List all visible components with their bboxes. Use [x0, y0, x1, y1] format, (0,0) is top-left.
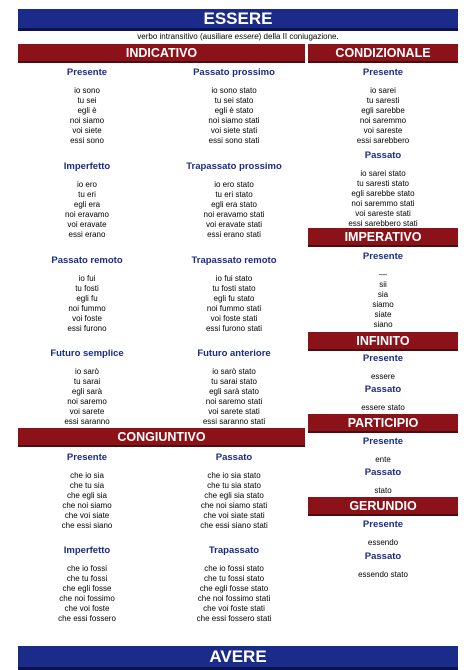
- subtitle-text-post: ) della II coniugazione.: [258, 32, 339, 41]
- tense-indicativo-passato-prossimo: [164, 67, 304, 146]
- conjugation-form: io sono stato: [211, 86, 257, 95]
- conjugation-form: —: [379, 270, 387, 279]
- tense-title: Presente: [66, 67, 108, 78]
- tense-title: Trapassato remoto: [191, 255, 277, 266]
- tense-congiuntivo-trapassato: [164, 545, 304, 624]
- conjugation-form: egli sarebbe stato: [351, 189, 415, 198]
- conjugation-form: egli sarà stato: [209, 387, 259, 396]
- section-congiuntivo: CONGIUNTIVO: [18, 428, 305, 447]
- tense-title: Passato: [364, 150, 402, 161]
- tense-participio-presente: [308, 436, 458, 465]
- tense-congiuntivo-passato: [164, 452, 304, 531]
- conjugation-form: stato: [374, 486, 392, 495]
- conjugation-form: che egli fosse: [62, 584, 112, 593]
- tense-infinito-presente: [308, 353, 458, 382]
- conjugation-form: che tu sia: [69, 481, 105, 490]
- conjugation-form: voi sareste stati: [355, 209, 411, 218]
- section-imperativo: IMPERATIVO: [308, 228, 458, 247]
- conjugation-form: tu sei: [77, 96, 97, 105]
- tense-indicativo-trapassato-remoto: [164, 255, 304, 334]
- next-verb-bar: [18, 646, 458, 670]
- conjugation-form: io fui: [78, 274, 96, 283]
- tense-condizionale-presente: [308, 67, 458, 146]
- conjugation-form: io ero stato: [214, 180, 254, 189]
- conjugation-form: ente: [375, 455, 391, 464]
- tense-title: Presente: [362, 67, 404, 78]
- conjugation-form: io fui stato: [215, 274, 253, 283]
- conjugation-form: egli è stato: [214, 106, 254, 115]
- section-participio: PARTICIPIO: [308, 414, 458, 433]
- conjugation-form: che io fossi: [66, 564, 108, 573]
- conjugation-form: tu sarai: [73, 377, 101, 386]
- conjugation-form: tu saresti stato: [356, 179, 410, 188]
- conjugation-form: sia: [377, 290, 389, 299]
- conjugation-form: tu eri: [78, 190, 96, 199]
- conjugation-form: essi sarebbero: [356, 136, 410, 145]
- conjugation-form: che noi fossimo stati: [197, 594, 271, 603]
- conjugation-form: tu sei stato: [214, 96, 254, 105]
- tense-title: Presente: [362, 436, 404, 447]
- conjugation-form: siamo: [372, 300, 394, 309]
- verb-title-bar: [18, 9, 458, 31]
- conjugation-form: voi eravate stati: [205, 220, 263, 229]
- conjugation-form: voi sarete: [69, 407, 105, 416]
- conjugation-form: tu eri stato: [215, 190, 253, 199]
- conjugation-form: io sarei: [370, 86, 396, 95]
- tense-title: Passato: [215, 452, 253, 463]
- conjugation-form: egli sarà: [71, 387, 103, 396]
- conjugation-form: essi sono stati: [208, 136, 260, 145]
- tense-title: Passato: [364, 467, 402, 478]
- section-gerundio: GERUNDIO: [308, 497, 458, 516]
- tense-title: Presente: [362, 353, 404, 364]
- conjugation-form: tu fosti: [75, 284, 99, 293]
- conjugation-form: io sarò stato: [212, 367, 256, 376]
- conjugation-form: io sarei stato: [360, 169, 406, 178]
- conjugation-form: siano: [373, 320, 393, 329]
- subtitle-text-pre: verbo intransitivo (ausiliare: [137, 32, 235, 41]
- conjugation-form: egli è: [77, 106, 97, 115]
- section-indicativo: INDICATIVO: [18, 44, 305, 63]
- conjugation-form: noi siamo stati: [208, 116, 260, 125]
- conjugation-form: che essi siano stati: [200, 521, 268, 530]
- conjugation-form: noi saremmo stati: [351, 199, 415, 208]
- section-infinito: INFINITO: [308, 332, 458, 351]
- conjugation-form: che voi siate: [64, 511, 110, 520]
- conjugation-form: noi fummo: [68, 304, 106, 313]
- conjugation-form: che noi siamo stati: [200, 501, 268, 510]
- conjugation-form: essere: [370, 372, 395, 381]
- conjugation-form: voi siete stati: [210, 126, 258, 135]
- conjugation-form: che voi foste: [64, 604, 110, 613]
- conjugation-form: che tu fossi: [66, 574, 108, 583]
- conjugation-form: che noi siamo: [62, 501, 112, 510]
- conjugation-form: egli sarebbe: [361, 106, 405, 115]
- conjugation-form: noi saremo stati: [205, 397, 263, 406]
- conjugation-form: essendo stato: [358, 570, 408, 579]
- tense-title: Imperfetto: [63, 545, 111, 556]
- conjugation-form: voi eravate: [67, 220, 107, 229]
- conjugation-form: noi eravamo stati: [203, 210, 265, 219]
- conjugation-form: egli era stato: [211, 200, 257, 209]
- tense-congiuntivo-presente: [22, 452, 152, 531]
- conjugation-form: essi saranno stati: [202, 417, 266, 426]
- conjugation-form: che io fossi stato: [204, 564, 264, 573]
- tense-title: Passato remoto: [51, 255, 123, 266]
- section-condizionale: CONDIZIONALE: [308, 44, 458, 63]
- tense-title: Futuro anteriore: [197, 348, 271, 359]
- conjugation-form: siate: [374, 310, 392, 319]
- conjugation-form: che egli fosse stato: [199, 584, 269, 593]
- conjugation-form: che io sia stato: [207, 471, 261, 480]
- tense-title: Futuro semplice: [50, 348, 124, 359]
- conjugation-form: sii: [379, 280, 387, 289]
- conjugation-form: essi furono stati: [205, 324, 263, 333]
- conjugation-form: voi foste: [72, 314, 102, 323]
- conjugation-form: essi sarebbero stati: [348, 219, 418, 228]
- verb-subtitle: [18, 32, 458, 42]
- conjugation-form: che egli sia: [66, 491, 108, 500]
- conjugation-form: noi saremo: [67, 397, 107, 406]
- tense-title: Passato: [364, 551, 402, 562]
- tense-title: Presente: [362, 251, 404, 262]
- conjugation-form: essendo: [367, 538, 399, 547]
- conjugation-form: essi furono: [67, 324, 107, 333]
- conjugation-form: io sarò: [74, 367, 99, 376]
- tense-title: Passato prossimo: [193, 67, 275, 78]
- conjugation-form: noi siamo: [69, 116, 105, 125]
- tense-participio-passato: [308, 467, 458, 496]
- tense-title: Imperfetto: [63, 161, 111, 172]
- tense-indicativo-presente: [22, 67, 152, 146]
- conjugation-form: che egli sia stato: [204, 491, 264, 500]
- tense-infinito-passato: [308, 384, 458, 413]
- conjugation-form: tu sarai stato: [211, 377, 257, 386]
- conjugation-form: noi fummo stati: [206, 304, 262, 313]
- conjugation-form: io ero: [76, 180, 97, 189]
- conjugation-form: essi sono: [70, 136, 104, 145]
- conjugation-form: essi erano stati: [207, 230, 261, 239]
- conjugation-form: noi saremmo: [359, 116, 407, 125]
- tense-title: Presente: [66, 452, 108, 463]
- conjugation-form: che tu fossi stato: [203, 574, 265, 583]
- conjugation-form: egli era: [73, 200, 101, 209]
- conjugation-form: tu fosti stato: [212, 284, 256, 293]
- tense-gerundio-passato: [308, 551, 458, 580]
- conjugation-form: io sono: [74, 86, 100, 95]
- conjugation-form: che noi fossimo: [59, 594, 115, 603]
- tense-gerundio-presente: [308, 519, 458, 548]
- conjugation-form: che tu sia stato: [207, 481, 261, 490]
- conjugation-form: voi siete: [72, 126, 102, 135]
- conjugation-form: egli fu stato: [213, 294, 255, 303]
- conjugation-form: che essi siano: [61, 521, 113, 530]
- next-verb-title: AVERE: [209, 647, 267, 666]
- tense-title: Passato: [364, 384, 402, 395]
- conjugation-form: tu saresti: [366, 96, 400, 105]
- tense-indicativo-futuro-semplice: [22, 348, 152, 427]
- tense-indicativo-futuro-anteriore: [164, 348, 304, 427]
- conjugation-form: noi eravamo: [64, 210, 110, 219]
- tense-indicativo-trapassato-prossimo: [164, 161, 304, 240]
- conjugation-form: voi sarete stati: [208, 407, 260, 416]
- tense-imperativo-presente: [308, 251, 458, 330]
- tense-indicativo-imperfetto: [22, 161, 152, 240]
- conjugation-form: egli fu: [76, 294, 98, 303]
- conjugation-form: voi foste stati: [210, 314, 258, 323]
- tense-title: Trapassato: [208, 545, 260, 556]
- subtitle-text-em: essere: [234, 32, 259, 41]
- conjugation-form: essi saranno: [64, 417, 110, 426]
- conjugation-form: che io sia: [70, 471, 104, 480]
- tense-condizionale-passato: [308, 150, 458, 229]
- conjugation-form: che essi fossero: [58, 614, 116, 623]
- conjugation-form: che voi siate stati: [203, 511, 265, 520]
- conjugation-form: voi sareste: [363, 126, 403, 135]
- conjugation-form: essi erano: [68, 230, 106, 239]
- tense-indicativo-passato-remoto: [22, 255, 152, 334]
- conjugation-form: essere stato: [361, 403, 405, 412]
- tense-congiuntivo-imperfetto: [22, 545, 152, 624]
- verb-title: ESSERE: [203, 9, 273, 28]
- tense-title: Presente: [362, 519, 404, 530]
- conjugation-form: che voi foste stati: [203, 604, 265, 613]
- conjugation-form: che essi fossero stati: [196, 614, 272, 623]
- tense-title: Trapassato prossimo: [186, 161, 282, 172]
